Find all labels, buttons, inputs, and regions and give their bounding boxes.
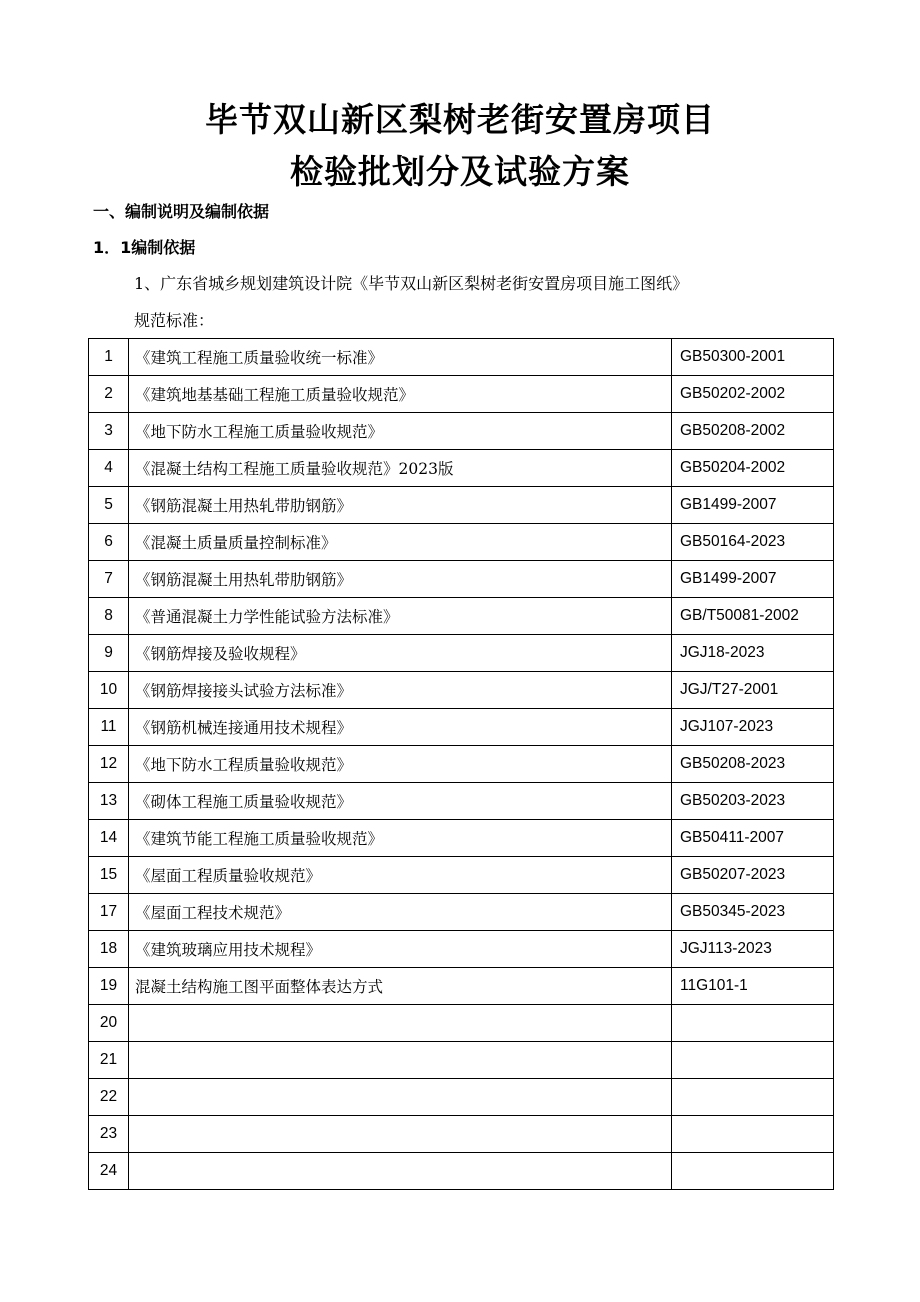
standard-code-cell: 11G101-1	[672, 968, 834, 1005]
standard-name-cell: 《钢筋混凝土用热轧带肋钢筋》	[129, 487, 672, 524]
standard-name-cell	[129, 1042, 672, 1079]
standard-name-cell: 《钢筋焊接接头试验方法标准》	[129, 672, 672, 709]
standard-name-cell: 《建筑工程施工质量验收统一标准》	[129, 339, 672, 376]
table-row	[89, 487, 834, 524]
row-number-cell: 11	[89, 709, 129, 746]
standard-name-cell: 《地下防水工程质量验收规范》	[129, 746, 672, 783]
table-row	[89, 894, 834, 931]
row-number-cell: 8	[89, 598, 129, 635]
table-row	[89, 339, 834, 376]
standard-code-cell: GB50208-2002	[672, 413, 834, 450]
row-number-cell: 14	[89, 820, 129, 857]
standard-name-cell: 《屋面工程技术规范》	[129, 894, 672, 931]
row-number-cell: 24	[89, 1153, 129, 1190]
table-row	[89, 598, 834, 635]
standard-name-cell	[129, 1153, 672, 1190]
standard-name-cell: 《建筑玻璃应用技术规程》	[129, 931, 672, 968]
table-row	[89, 1079, 834, 1116]
row-number-cell: 19	[89, 968, 129, 1005]
standard-code-cell: GB/T50081-2002	[672, 598, 834, 635]
standard-code-cell: JGJ107-2023	[672, 709, 834, 746]
standard-code-cell: GB50208-2023	[672, 746, 834, 783]
table-row	[89, 783, 834, 820]
standard-name-cell: 《屋面工程质量验收规范》	[129, 857, 672, 894]
row-number-cell: 13	[89, 783, 129, 820]
table-row	[89, 857, 834, 894]
row-number-cell: 1	[89, 339, 129, 376]
table-row	[89, 931, 834, 968]
standards-table	[88, 338, 834, 1190]
row-number-cell: 2	[89, 376, 129, 413]
table-row	[89, 672, 834, 709]
standard-code-cell: GB50411-2007	[672, 820, 834, 857]
standard-code-cell: GB50345-2023	[672, 894, 834, 931]
standard-code-cell: GB50203-2023	[672, 783, 834, 820]
row-number-cell: 23	[89, 1116, 129, 1153]
standard-name-cell: 《砌体工程施工质量验收规范》	[129, 783, 672, 820]
standard-code-cell: GB50300-2001	[672, 339, 834, 376]
standard-code-cell	[672, 1116, 834, 1153]
standard-name-cell: 《普通混凝土力学性能试验方法标准》	[129, 598, 672, 635]
table-row	[89, 709, 834, 746]
row-number-cell: 4	[89, 450, 129, 487]
row-number-cell: 18	[89, 931, 129, 968]
table-row	[89, 1153, 834, 1190]
table-row	[89, 820, 834, 857]
standards-table-body	[89, 339, 834, 1190]
row-number-cell: 9	[89, 635, 129, 672]
standard-name-cell: 《建筑节能工程施工质量验收规范》	[129, 820, 672, 857]
standard-name-cell: 混凝土结构施工图平面整体表达方式	[129, 968, 672, 1005]
table-row	[89, 746, 834, 783]
row-number-cell: 20	[89, 1005, 129, 1042]
standard-name-cell: 《混凝土结构工程施工质量验收规范》2023版	[129, 450, 672, 487]
row-number-cell: 17	[89, 894, 129, 931]
standard-code-cell: JGJ18-2023	[672, 635, 834, 672]
standard-code-cell: GB1499-2007	[672, 561, 834, 598]
table-row	[89, 1042, 834, 1079]
standard-code-cell: JGJ/T27-2001	[672, 672, 834, 709]
standard-name-cell	[129, 1079, 672, 1116]
table-row	[89, 524, 834, 561]
standard-name-cell: 《钢筋机械连接通用技术规程》	[129, 709, 672, 746]
row-number-cell: 22	[89, 1079, 129, 1116]
standard-code-cell: GB50202-2002	[672, 376, 834, 413]
standard-name-cell: 《钢筋混凝土用热轧带肋钢筋》	[129, 561, 672, 598]
row-number-cell: 21	[89, 1042, 129, 1079]
row-number-cell: 6	[89, 524, 129, 561]
standard-code-cell	[672, 1153, 834, 1190]
row-number-cell: 7	[89, 561, 129, 598]
standard-name-cell: 《地下防水工程施工质量验收规范》	[129, 413, 672, 450]
table-row	[89, 635, 834, 672]
standard-name-cell: 《钢筋焊接及验收规程》	[129, 635, 672, 672]
standard-name-cell: 《混凝土质量质量控制标准》	[129, 524, 672, 561]
standard-code-cell	[672, 1042, 834, 1079]
subsection-heading: 1．1编制依据	[93, 238, 196, 257]
row-number-cell: 5	[89, 487, 129, 524]
standard-code-cell: GB50207-2023	[672, 857, 834, 894]
row-number-cell: 12	[89, 746, 129, 783]
document-title-line-1: 毕节双山新区梨树老街安置房项目	[205, 100, 715, 139]
drawing-reference-paragraph: 1、广东省城乡规划建筑设计院《毕节双山新区梨树老街安置房项目施工图纸》	[134, 274, 689, 293]
standard-code-cell	[672, 1005, 834, 1042]
table-row	[89, 968, 834, 1005]
section-heading: 一、编制说明及编制依据	[93, 202, 270, 221]
standard-code-cell: GB50204-2002	[672, 450, 834, 487]
row-number-cell: 15	[89, 857, 129, 894]
standards-label: 规范标准：	[134, 311, 215, 330]
table-row	[89, 1005, 834, 1042]
row-number-cell: 3	[89, 413, 129, 450]
standard-name-cell	[129, 1116, 672, 1153]
standard-code-cell: GB50164-2023	[672, 524, 834, 561]
row-number-cell: 10	[89, 672, 129, 709]
standard-name-cell: 《建筑地基基础工程施工质量验收规范》	[129, 376, 672, 413]
standard-code-cell	[672, 1079, 834, 1116]
table-row	[89, 376, 834, 413]
table-row	[89, 561, 834, 598]
document-title-line-2: 检验批划分及试验方案	[290, 152, 630, 191]
standard-code-cell: JGJ113-2023	[672, 931, 834, 968]
standard-code-cell: GB1499-2007	[672, 487, 834, 524]
table-row	[89, 450, 834, 487]
table-row	[89, 413, 834, 450]
table-row	[89, 1116, 834, 1153]
standard-name-cell	[129, 1005, 672, 1042]
